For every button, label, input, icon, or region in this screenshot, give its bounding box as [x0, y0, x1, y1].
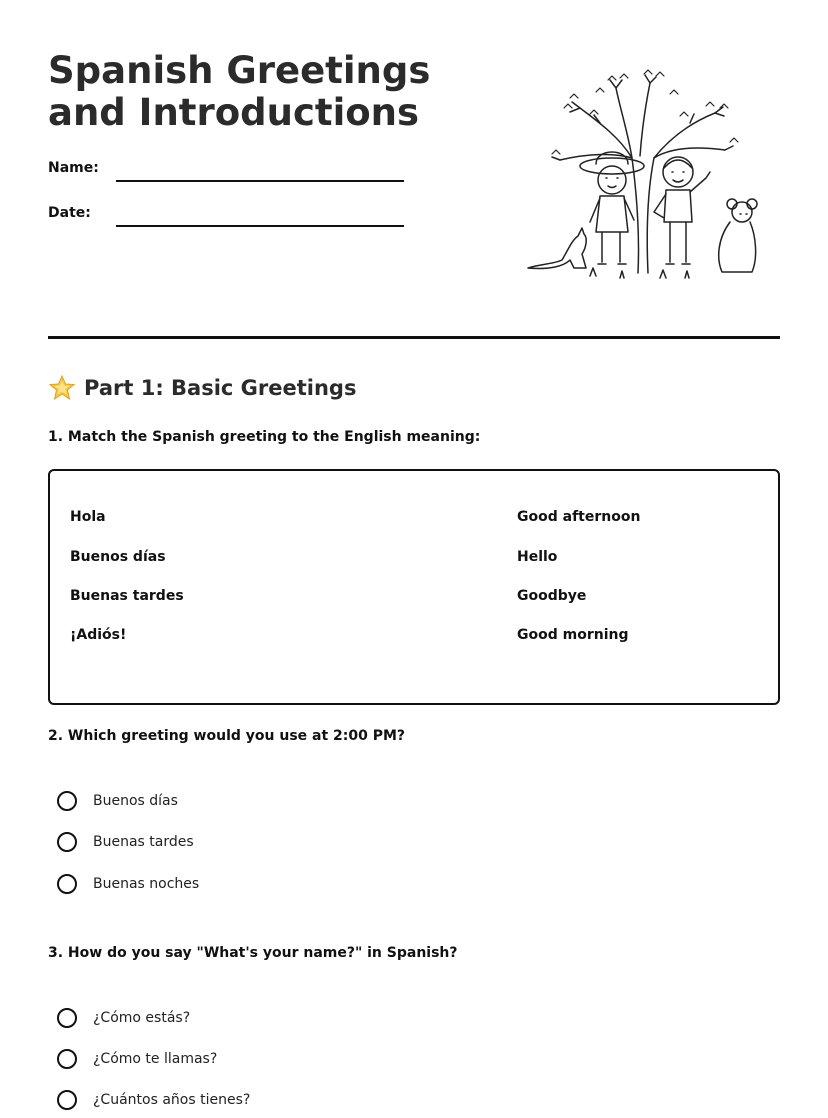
option-label: ¿Cómo te llamas?	[93, 1051, 218, 1067]
part1-heading-text: Part 1: Basic Greetings	[84, 376, 357, 400]
part1-heading	[48, 374, 356, 402]
english-meaning[interactable]: Goodbye	[517, 588, 587, 604]
option-label: Buenas tardes	[93, 834, 194, 850]
question-1-prompt: 1. Match the Spanish greeting to the English meaning:	[48, 429, 481, 445]
spanish-term[interactable]: Hola	[70, 509, 106, 525]
name-label: Name:	[48, 160, 99, 176]
option-label: Buenas noches	[93, 876, 200, 892]
date-field[interactable]	[116, 225, 404, 227]
spanish-term[interactable]: ¡Adiós!	[70, 627, 127, 643]
worksheet-title: Spanish Greetings and Introductions	[48, 49, 431, 134]
option-label: ¿Cuántos años tienes?	[93, 1092, 251, 1108]
radio-button[interactable]	[57, 1090, 77, 1110]
spanish-term[interactable]: Buenas tardes	[70, 588, 184, 604]
matching-box	[48, 469, 780, 705]
radio-button[interactable]	[57, 791, 77, 811]
name-field[interactable]	[116, 180, 404, 182]
q2-option[interactable]	[57, 872, 199, 896]
children-tree-illustration	[520, 68, 760, 298]
spanish-term[interactable]: Buenos días	[70, 549, 166, 565]
q2-option[interactable]	[57, 789, 178, 813]
q2-option[interactable]	[57, 830, 194, 854]
star-icon	[48, 374, 76, 402]
radio-button[interactable]	[57, 874, 77, 894]
option-label: Buenos días	[93, 793, 178, 809]
radio-button[interactable]	[57, 1008, 77, 1028]
english-meaning[interactable]: Hello	[517, 549, 558, 565]
date-label: Date:	[48, 205, 91, 221]
radio-button[interactable]	[57, 832, 77, 852]
q3-option[interactable]	[57, 1006, 190, 1030]
english-meaning[interactable]: Good afternoon	[517, 509, 641, 525]
section-divider	[48, 336, 780, 339]
q3-option[interactable]	[57, 1047, 217, 1071]
q3-option[interactable]	[57, 1088, 250, 1112]
option-label: ¿Cómo estás?	[93, 1010, 191, 1026]
question-2-prompt: 2. Which greeting would you use at 2:00 PM?	[48, 728, 406, 744]
radio-button[interactable]	[57, 1049, 77, 1069]
question-3-prompt: 3. How do you say "What's your name?" in Spanish?	[48, 945, 458, 961]
english-meaning[interactable]: Good morning	[517, 627, 629, 643]
